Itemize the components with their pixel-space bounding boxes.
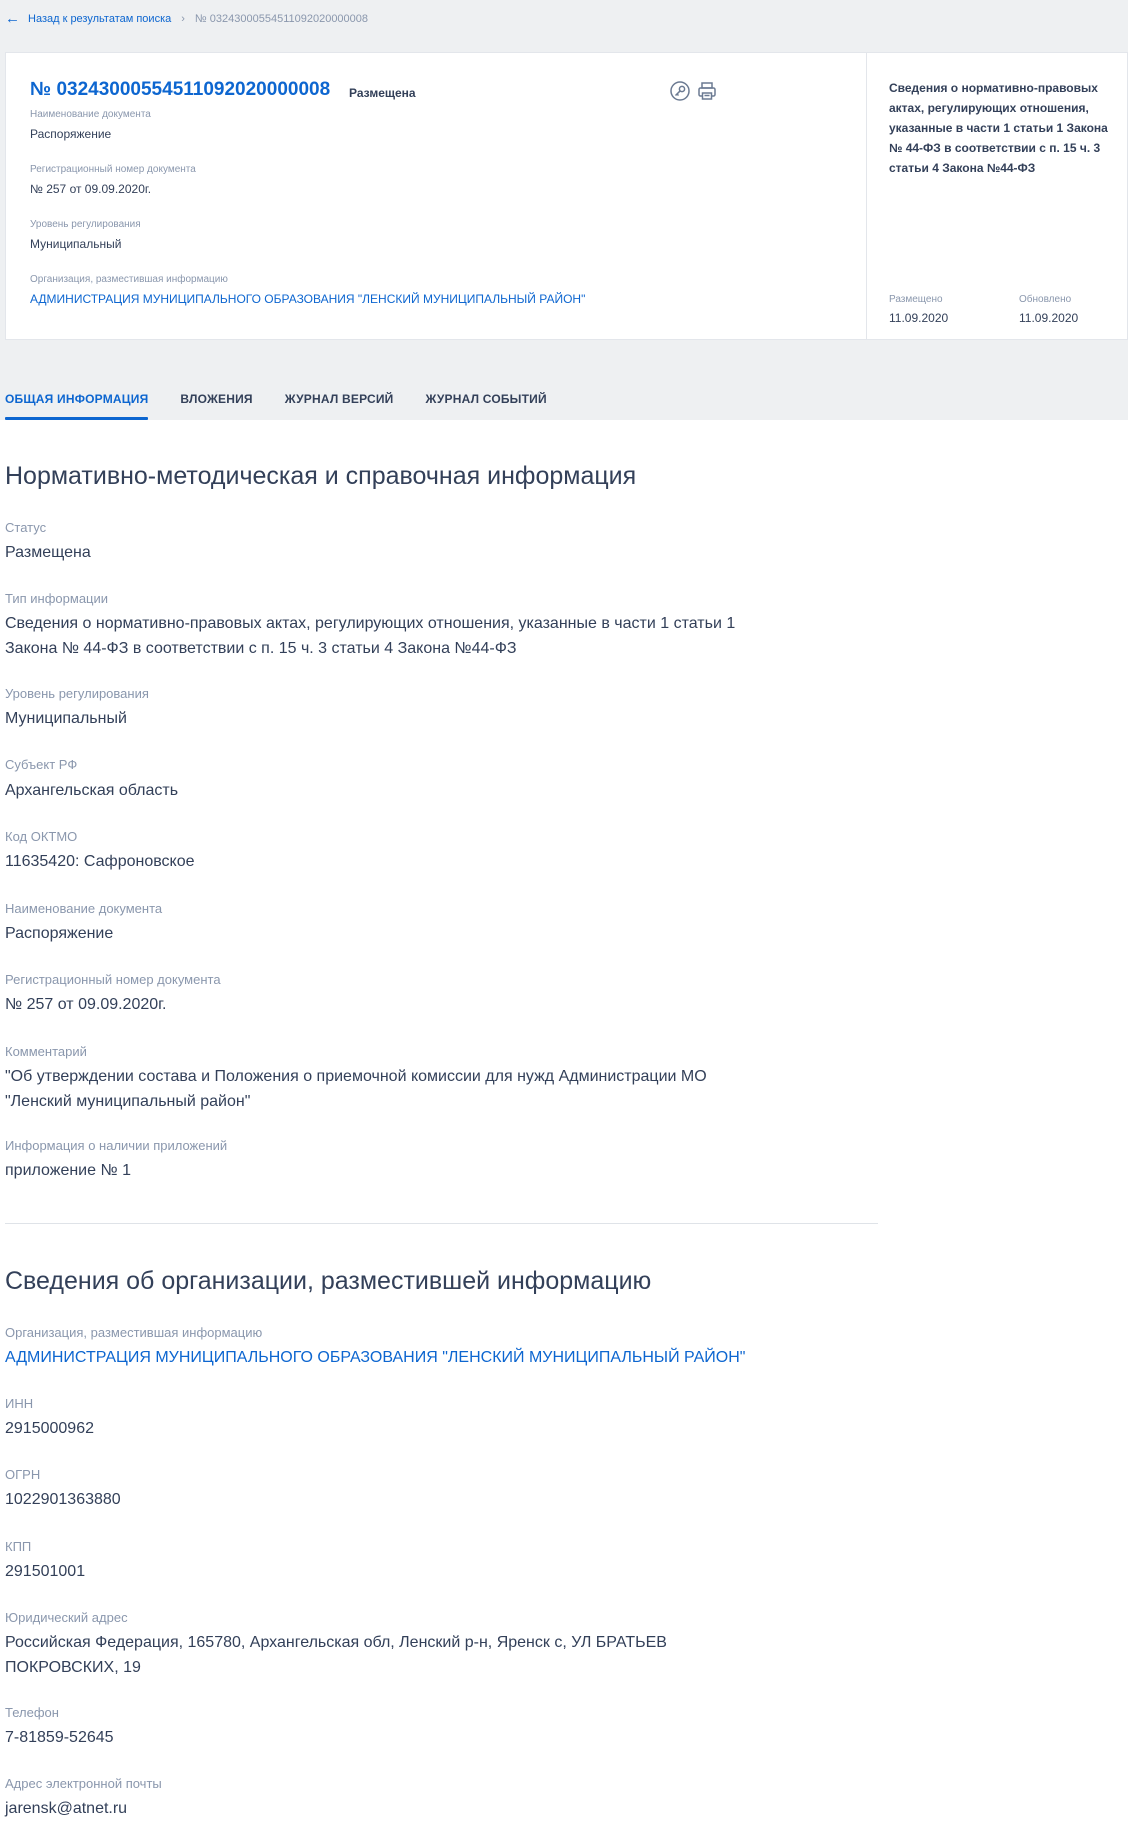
card-field-value: Распоряжение [30,127,112,141]
field-label: Регистрационный номер документа [5,972,221,987]
section-title: Нормативно-методическая и справочная информация [5,462,637,490]
field-label: Адрес электронной почты [5,1776,162,1791]
field-label: Телефон [5,1705,59,1720]
section-title: Сведения об организации, разместившей информацию [5,1267,652,1295]
field-label: Юридический адрес [5,1610,128,1625]
updated-date-label: Обновлено [1019,294,1072,305]
record-card [5,52,1128,340]
field-label: Комментарий [5,1044,87,1059]
field-label: ИНН [5,1396,34,1411]
record-card-side [866,53,1128,339]
field-value: 1022901363880 [5,1491,121,1508]
header-area [0,0,1128,420]
updated-date-value: 11.09.2020 [1019,311,1079,325]
field-value: Размещена [5,544,91,561]
field-label: Субъект РФ [5,757,78,772]
tab-attachments[interactable]: ВЛОЖЕНИЯ [180,392,253,406]
card-field-label: Организация, разместившая информацию [30,274,228,285]
field-value: 7-81859-52645 [5,1729,114,1746]
breadcrumb-separator: › [181,13,185,25]
registry-number: № 03243000554511092020000008 [30,79,331,100]
tab-version-log[interactable]: ЖУРНАЛ ВЕРСИЙ [284,392,394,406]
field-value: приложение № 1 [5,1162,131,1179]
field-label: Уровень регулирования [5,686,149,701]
tab-event-log[interactable]: ЖУРНАЛ СОБЫТИЙ [425,392,547,406]
field-value: "Об утверждении состава и Положения о приемочной комиссии для нужд Администрации МО "Ленский муниципальный район" [5,1068,707,1110]
card-field-value: Муниципальный [30,237,122,251]
organization-link[interactable]: АДМИНИСТРАЦИЯ МУНИЦИПАЛЬНОГО ОБРАЗОВАНИЯ "ЛЕНСКИЙ МУНИЦИПАЛЬНЫЙ РАЙОН" [30,292,586,306]
breadcrumb-current: № 03243000554511092020000008 [194,13,369,25]
field-label: Информация о наличии приложений [5,1138,228,1153]
field-label: Наименование документа [5,901,163,916]
arrow-left-icon[interactable]: ← [5,10,20,27]
field-label: Тип информации [5,591,109,606]
organization-link[interactable]: АДМИНИСТРАЦИЯ МУНИЦИПАЛЬНОГО ОБРАЗОВАНИЯ "ЛЕНСКИЙ МУНИЦИПАЛЬНЫЙ РАЙОН" [5,1349,746,1366]
field-value: Распоряжение [5,925,114,942]
back-to-results-link[interactable]: Назад к результатам поиска [28,13,172,25]
posted-date-label: Размещено [889,294,943,305]
card-field-label: Наименование документа [30,109,151,120]
info-type-title: Сведения о нормативно-правовых актах, регулирующих отношения, указанные в части 1 статьи 1 Закона № 44-ФЗ в соответствии с п. 15 ч. 3 статьи 4 Закона №44-ФЗ [889,81,1108,175]
field-label: КПП [5,1539,32,1554]
tab-general-info[interactable]: ОБЩАЯ ИНФОРМАЦИЯ [5,384,148,420]
breadcrumb [5,12,368,26]
field-label: Организация, разместившая информацию [5,1325,263,1340]
field-value: Российская Федерация, 165780, Архангельская обл, Ленский р-н, Яренск с, УЛ БРАТЬЕВ ПОКРОВСКИХ, 19 [5,1634,667,1676]
tab-bar [5,384,579,420]
field-value: Муниципальный [5,710,127,727]
status-badge: Размещена [349,86,416,100]
card-field-label: Регистрационный номер документа [30,164,196,175]
field-value: 11635420: Сафроновское [5,853,195,870]
field-value: 291501001 [5,1563,86,1580]
card-field-value: № 257 от 09.09.2020г. [30,182,152,196]
card-field-label: Уровень регулирования [30,219,141,230]
field-value: Архангельская область [5,782,179,799]
field-value: Сведения о нормативно-правовых актах, регулирующих отношения, указанные в части 1 статьи 1 Закона № 44-ФЗ в соответствии с п. 15 ч. 3 статьи 4 Закона №44-ФЗ [5,615,736,657]
field-label: ОГРН [5,1467,41,1482]
field-label: Статус [5,520,47,535]
field-value: 2915000962 [5,1420,94,1437]
posted-date-value: 11.09.2020 [889,311,949,325]
record-card-main [6,53,866,339]
key-circle-icon[interactable] [669,80,691,102]
print-icon[interactable] [696,80,718,102]
field-value: jarensk@atnet.ru [5,1800,128,1817]
section-divider [5,1223,878,1224]
field-label: Код ОКТМО [5,829,78,844]
field-value: № 257 от 09.09.2020г. [5,996,167,1013]
